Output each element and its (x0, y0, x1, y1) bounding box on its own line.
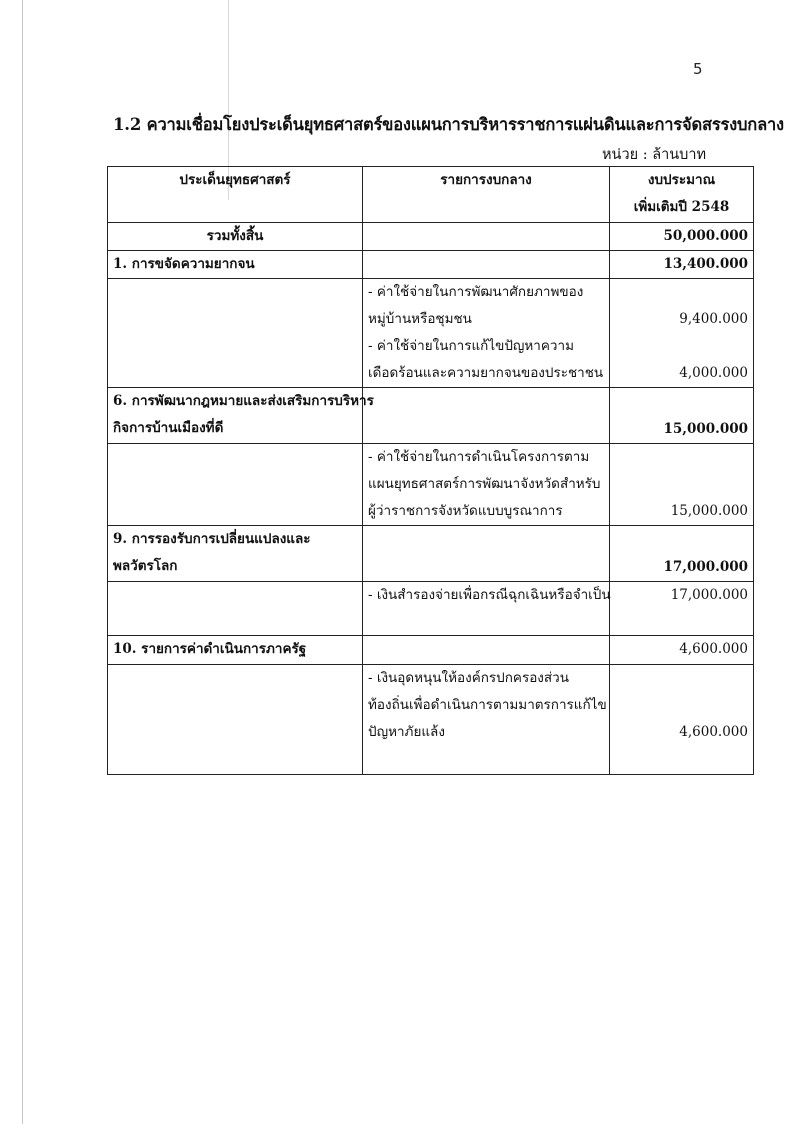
item-issue-empty (108, 279, 363, 388)
scan-margin-line (22, 0, 23, 1124)
header-amount-line1: งบประมาณ (647, 172, 716, 188)
category-amount: 13,400.000 (610, 251, 754, 279)
item-description (363, 665, 610, 775)
category-issue (108, 388, 374, 444)
item-description (363, 444, 610, 526)
item-line: - เงินอุดหนุนให้องค์กรปกครองส่วน (368, 670, 569, 686)
item-row (108, 665, 754, 775)
item-row (108, 444, 754, 526)
item-amounts (610, 444, 754, 526)
budget-table (107, 166, 754, 775)
item-amounts (610, 279, 754, 388)
item-line: - ค่าใช้จ่ายในการพัฒนาศักยภาพของ (368, 284, 584, 300)
item-line: ท้องถิ่นเพื่อดำเนินการตามมาตรการแก้ไข (368, 697, 607, 713)
item-amount: 9,400.000 (679, 311, 748, 327)
category-issue: 1. การขจัดความยากจน (108, 251, 363, 279)
table-header-row (108, 167, 754, 223)
category-row (108, 526, 754, 582)
item-amount: 17,000.000 (670, 587, 748, 603)
item-line: เดือดร้อนและความยากจนของประชาชน (368, 365, 604, 381)
category-row (108, 251, 754, 279)
category-row (108, 636, 754, 665)
unit-label: หน่วย : ล้านบาท (602, 147, 707, 163)
item-issue-empty (108, 444, 363, 526)
total-row (108, 223, 754, 251)
item-row (108, 279, 754, 388)
item-amounts (610, 582, 754, 636)
category-issue-line: 6. การพัฒนากฎหมายและส่งเสริมการบริหาร (113, 393, 374, 409)
category-item-empty (363, 251, 610, 279)
section-title: 1.2 ความเชื่อมโยงประเด็นยุทธศาสตร์ของแผนการบริหารราชการแผ่นดินและการจัดสรรงบกลาง (113, 115, 784, 134)
item-issue-empty (108, 665, 363, 775)
total-label: รวมทั้งสิ้น (108, 223, 363, 251)
category-amount: 17,000.000 (610, 526, 754, 582)
page-number: 5 (693, 60, 703, 78)
category-item-empty (363, 388, 610, 444)
item-amount: 4,600.000 (679, 724, 748, 740)
item-issue-empty (108, 582, 363, 636)
item-description (363, 279, 610, 388)
item-row (108, 582, 754, 636)
item-line: - เงินสำรองจ่ายเพื่อกรณีฉุกเฉินหรือจำเป็น (368, 587, 611, 603)
category-issue: 10. รายการค่าดำเนินการภาครัฐ (108, 636, 363, 665)
item-description (363, 582, 610, 636)
item-line: ผู้ว่าราชการจังหวัดแบบบูรณาการ (368, 503, 563, 519)
item-line: - ค่าใช้จ่ายในการดำเนินโครงการตาม (368, 449, 590, 465)
header-amount-line2: เพิ่มเติมปี 2548 (633, 199, 730, 215)
category-issue-line: พลวัตรโลก (113, 558, 178, 574)
category-issue-line: 9. การรองรับการเปลี่ยนแปลงและ (113, 531, 311, 547)
header-issue: ประเด็นยุทธศาสตร์ (108, 167, 363, 223)
category-amount: 4,600.000 (610, 636, 754, 665)
category-item-empty (363, 636, 610, 665)
item-amount: 4,000.000 (679, 365, 748, 381)
item-line: หมู่บ้านหรือชุมชน (368, 311, 472, 327)
item-line: ปัญหาภัยแล้ง (368, 724, 445, 740)
total-amount: 50,000.000 (610, 223, 754, 251)
category-row (108, 388, 754, 444)
item-line: แผนยุทธศาสตร์การพัฒนาจังหวัดสำหรับ (368, 476, 601, 492)
category-issue-line: กิจการบ้านเมืองที่ดี (113, 420, 224, 436)
category-amount: 15,000.000 (610, 388, 754, 444)
item-line: - ค่าใช้จ่ายในการแก้ไขปัญหาความ (368, 338, 574, 354)
category-item-empty (363, 526, 610, 582)
total-item-empty (363, 223, 610, 251)
header-amount (610, 167, 754, 223)
item-amount: 15,000.000 (670, 503, 748, 519)
header-item: รายการงบกลาง (363, 167, 610, 223)
item-amounts (610, 665, 754, 775)
category-issue (108, 526, 363, 582)
